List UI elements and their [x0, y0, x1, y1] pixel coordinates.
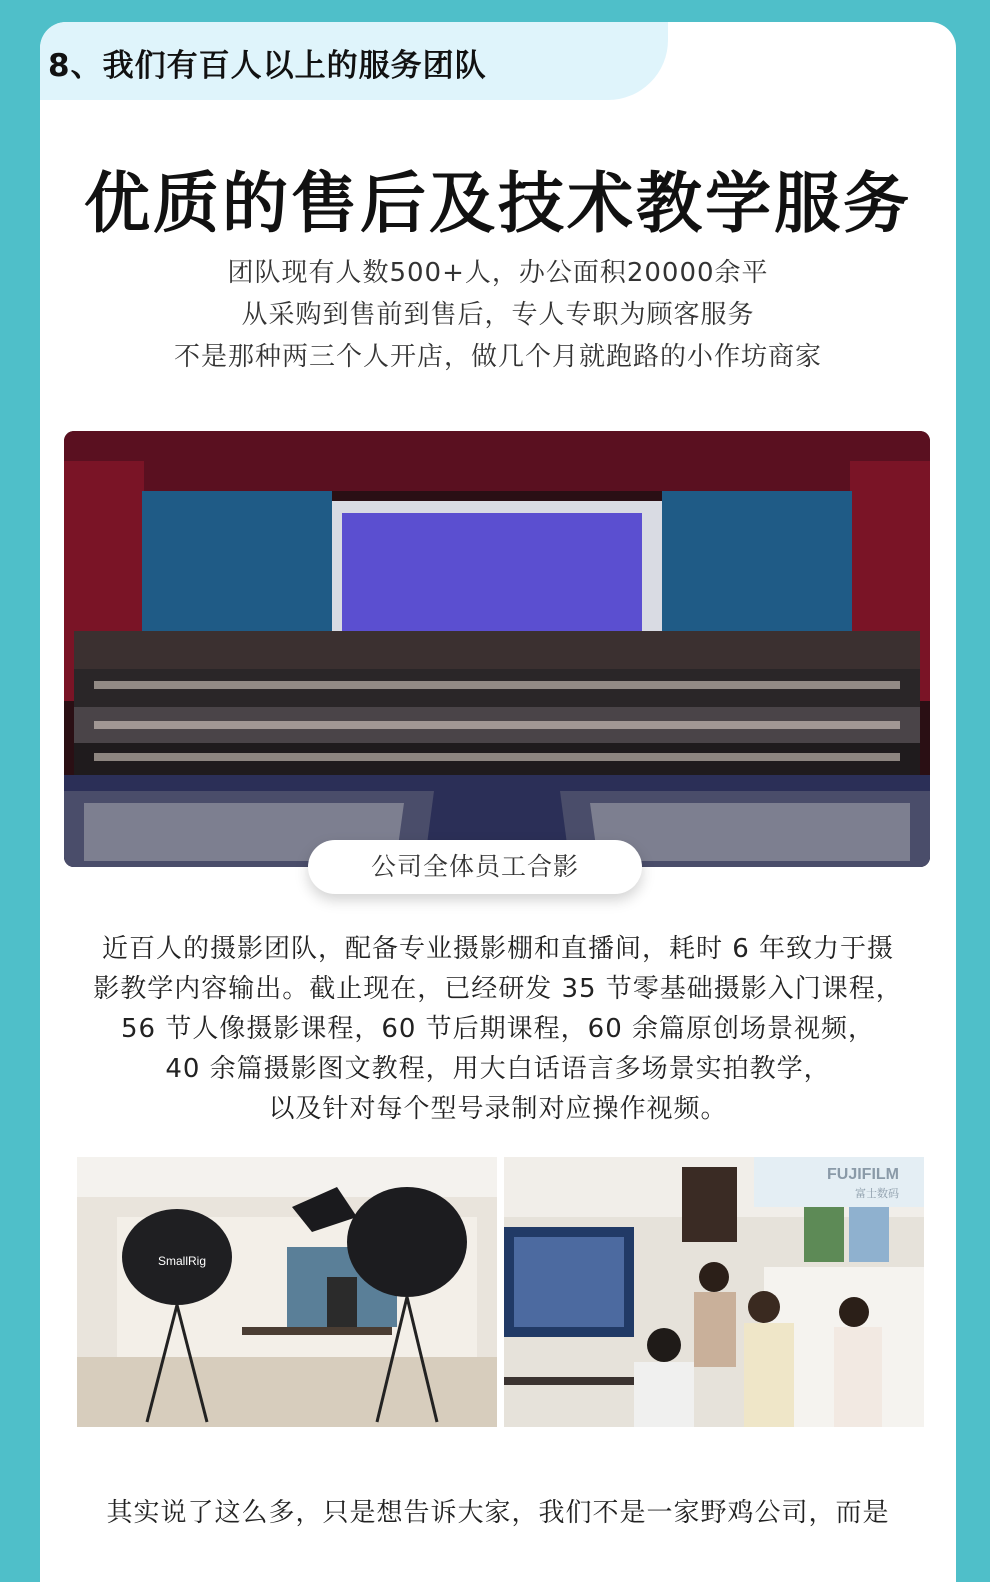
- section-title: 8、我们有百人以上的服务团队: [48, 48, 487, 84]
- intro-line: 团队现有人数500+人，办公面积20000余平: [227, 258, 769, 288]
- photo-caption: 公司全体员工合影: [308, 840, 642, 894]
- closing-text: 其实说了这么多，只是想告诉大家，我们不是一家野鸡公司，而是: [106, 1498, 890, 1528]
- softbox-brand-label: SmallRig: [157, 1254, 207, 1268]
- store-brand-sub-label: 富士数码: [855, 1187, 899, 1200]
- headline: 优质的售后及技术教学服务: [84, 165, 912, 242]
- description-line: 以及针对每个型号录制对应操作视频。: [268, 1094, 728, 1124]
- description-line: 40 余篇摄影图文教程，用大白话语言多场景实拍教学，: [165, 1054, 831, 1084]
- description-line: 近百人的摄影团队，配备专业摄影棚和直播间，耗时 6 年致力于摄: [101, 934, 895, 964]
- intro-line: 从采购到售前到售后，专人专职为顾客服务: [241, 300, 755, 330]
- intro-line: 不是那种两三个人开店，做几个月就跑路的小作坊商家: [173, 342, 822, 372]
- studio-photo: [77, 1157, 497, 1427]
- team-group-photo: [64, 431, 930, 867]
- description-line: 影教学内容输出。截止现在，已经研发 35 节零基础摄影入门课程，: [93, 974, 903, 1004]
- description-text: [40, 929, 956, 1129]
- store-brand-label: FUJIFILM: [827, 1166, 899, 1183]
- intro-text: [40, 252, 956, 378]
- description-line: 56 节人像摄影课程，60 节后期课程，60 余篇原创场景视频，: [120, 1014, 876, 1044]
- content-card: [40, 22, 956, 1582]
- classroom-photo: [504, 1157, 924, 1427]
